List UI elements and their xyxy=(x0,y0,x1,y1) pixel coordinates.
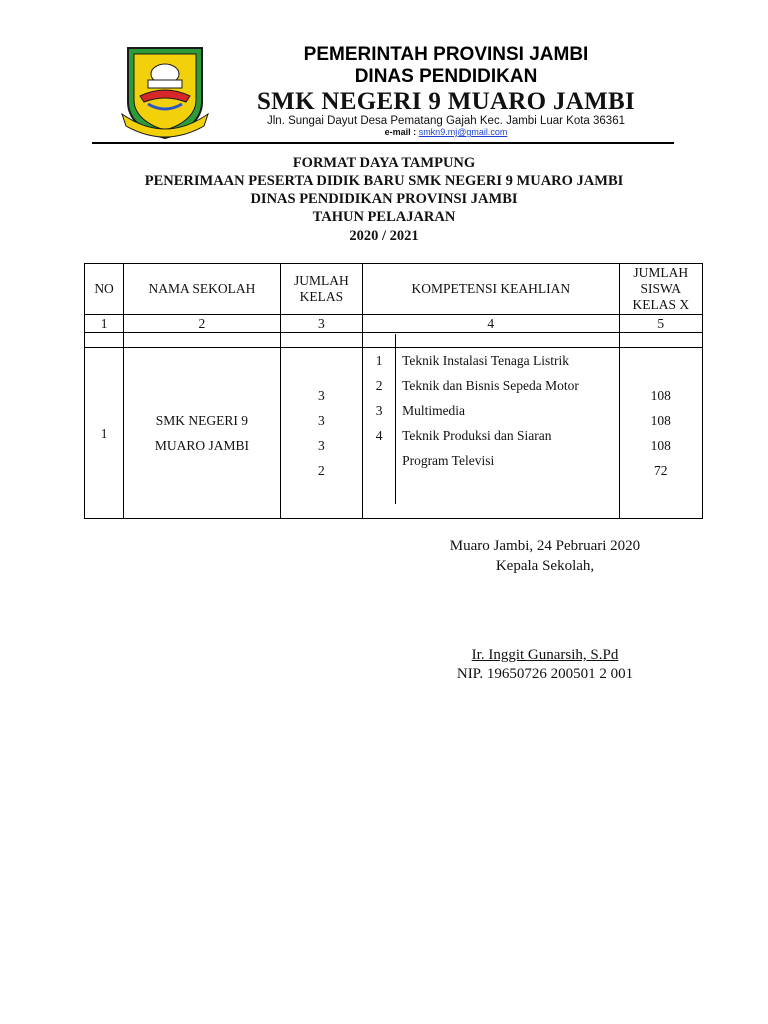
email-link[interactable]: smkn9.mj@gmail.com xyxy=(418,127,508,137)
col-number: 3 xyxy=(280,315,362,333)
header-text: KELAS X xyxy=(632,297,690,312)
column-number-row xyxy=(85,315,703,333)
row-kompetensi xyxy=(363,334,619,505)
signature-name: Ir. Inggit Gunarsih, S.Pd xyxy=(471,647,619,663)
header-kompetensi: KOMPETENSI KEAHLIAN xyxy=(363,264,619,315)
header-text: SISWA xyxy=(640,281,682,296)
doc-year: 2020 / 2021 xyxy=(349,228,419,244)
province-emblem-logo xyxy=(118,44,212,140)
letterhead-school-name: SMK NEGERI 9 MUARO JAMBI xyxy=(256,88,636,115)
cell-text: 4 xyxy=(375,428,383,443)
doc-subtitle: PENERIMAAN PESERTA DIDIK BARU SMK NEGERI 9 MUARO JAMBI xyxy=(144,173,624,189)
capacity-table xyxy=(84,263,703,519)
header-text: KELAS xyxy=(299,289,344,304)
cell-text: 1 xyxy=(100,425,108,441)
letterhead-address: Jln. Sungai Dayut Desa Pematang Gajah Kec. Jambi Luar Kota 36361 xyxy=(267,115,625,127)
table-header-row xyxy=(85,264,703,315)
doc-department: DINAS PENDIDIKAN PROVINSI JAMBI xyxy=(250,191,518,207)
header-text: JUMLAH xyxy=(293,273,349,288)
col-number: 1 xyxy=(85,315,124,333)
header-no: NO xyxy=(85,264,124,315)
cell-text: 108 xyxy=(650,413,671,428)
cell-text: 3 xyxy=(317,413,325,428)
cell-text: 1 xyxy=(375,353,383,368)
table-row xyxy=(85,348,703,519)
cell-text: 3 xyxy=(375,403,383,418)
header-jumlah-kelas xyxy=(280,264,362,315)
cell-text: SMK NEGERI 9 xyxy=(155,413,249,428)
cell-text: Multimedia xyxy=(402,403,466,418)
row-school xyxy=(124,348,281,519)
letterhead-department: DINAS PENDIDIKAN xyxy=(354,66,538,87)
cell-text: Teknik dan Bisnis Sepeda Motor xyxy=(402,378,579,393)
signature-nip: NIP. 19650726 200501 2 001 xyxy=(456,666,634,682)
doc-year-label: TAHUN PELAJARAN xyxy=(312,209,456,225)
header-nama-sekolah: NAMA SEKOLAH xyxy=(124,264,281,315)
row-siswa xyxy=(619,348,702,519)
row-no xyxy=(85,348,124,519)
cell-text: 72 xyxy=(654,463,668,478)
cell-text: 108 xyxy=(650,388,671,403)
cell-text: Teknik Produksi dan Siaran xyxy=(402,428,552,443)
row-kelas xyxy=(280,348,362,519)
doc-title: FORMAT DAYA TAMPUNG xyxy=(292,155,476,171)
cell-text: 2 xyxy=(375,378,383,393)
signature-role: Kepala Sekolah, xyxy=(495,558,595,574)
letterhead-government: PEMERINTAH PROVINSI JAMBI xyxy=(303,44,589,65)
cell-text: 2 xyxy=(317,463,325,478)
letterhead-divider xyxy=(92,142,674,144)
cell-text: MUARO JAMBI xyxy=(154,438,249,453)
cell-text: 3 xyxy=(317,438,325,453)
header-jumlah-siswa xyxy=(619,264,702,315)
cell-text: 3 xyxy=(317,388,325,403)
header-text: JUMLAH xyxy=(633,265,689,280)
signature-place-date: Muaro Jambi, 24 Pebruari 2020 xyxy=(449,538,641,554)
col-number: 2 xyxy=(124,315,281,333)
email-label: e-mail : xyxy=(384,127,417,137)
cell-text: Teknik Instalasi Tenaga Listrik xyxy=(402,353,570,368)
letterhead-email-line xyxy=(236,127,656,137)
cell-text: Program Televisi xyxy=(402,453,495,468)
col-number: 4 xyxy=(363,315,619,333)
cell-text: 108 xyxy=(650,438,671,453)
col-number: 5 xyxy=(619,315,702,333)
